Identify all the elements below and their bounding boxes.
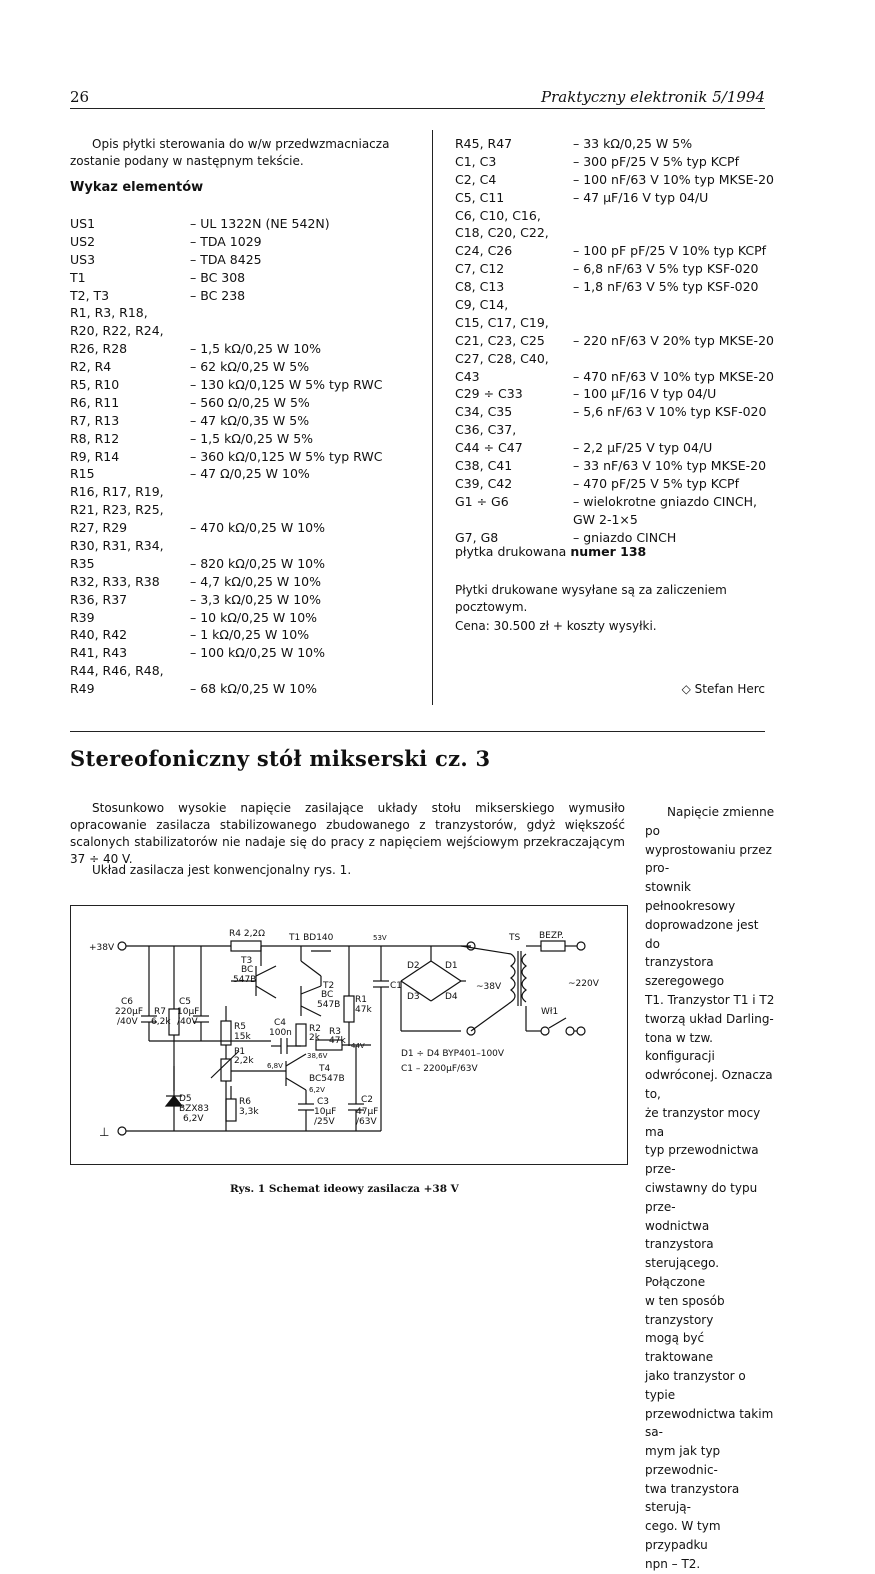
part-value: – 130 kΩ/0,125 W 5% typ RWC [190,377,383,393]
label-t3-a: T3 [241,956,253,966]
parts-list-row [70,680,420,698]
label-r4: R4 2,2Ω [229,929,266,939]
label-r7-b: 6,2k [151,1017,171,1027]
label-v44: 44V [351,1042,365,1050]
part-value: – BC 308 [190,269,246,285]
label-c6-c: /40V [117,1017,138,1027]
part-value: – BC 238 [190,287,246,303]
part-value: – 10 kΩ/0,25 W 10% [190,609,318,625]
legend-c1: C1 – 2200µF/63V [401,1064,478,1074]
label-r5-b: 15k [234,1032,251,1042]
label-c3-c: /25V [314,1117,335,1127]
label-c4-b: 100n [269,1028,292,1038]
label-r3-a: R3 [329,1027,341,1037]
parts-list-heading: Wykaz elementów [70,180,204,195]
label-t1: T1 BD140 [289,933,334,943]
part-designator: C29 ÷ C33 [455,386,523,402]
parts-list-row [70,215,420,233]
side-column-line: wodnictwa tranzystora [645,1218,714,1252]
parts-list-row [70,465,420,483]
pcb-line [455,544,646,559]
label-r6-b: 3,3k [239,1107,259,1117]
parts-list-row [70,233,420,251]
parts-list-row [455,332,785,350]
parts-list-row [70,358,420,376]
part-designator: C8, C13 [455,279,505,295]
side-column-line: npn – T2. [645,1556,701,1571]
part-designator: C39, C42 [455,475,513,491]
part-designator: G7, G8 [455,529,499,545]
parts-list-row [70,483,420,501]
label-t4-a: T4 [319,1064,331,1074]
parts-list-row [70,609,420,627]
part-designator: C1, C3 [455,153,497,169]
parts-list-row [70,376,420,394]
label-d4: D4 [445,992,458,1002]
part-value: – 47 Ω/0,25 W 10% [190,466,310,482]
part-designator: C9, C14, [455,297,509,313]
label-t2-a: T2 [323,981,335,991]
parts-list-row [455,153,785,171]
part-designator: R26, R28 [70,341,128,357]
part-value: – 100 kΩ/0,25 W 10% [190,645,325,661]
label-ground: ⊥ [99,1125,110,1139]
magazine-issue: Praktyczny elektronik 5/1994 [541,88,765,106]
parts-list-row [455,475,785,493]
label-d5-b: BZX83 [179,1104,209,1114]
part-value: – 100 nF/63 V 10% typ MKSE-20 [573,171,774,187]
part-value: – 68 kΩ/0,25 W 10% [190,681,318,697]
parts-list-row [70,430,420,448]
label-c5-b: 10µF [177,1007,200,1017]
part-value: – 5,6 nF/63 V 10% typ KSF-020 [573,404,767,420]
part-designator: R7, R13 [70,412,120,428]
shipping-note: Płytki drukowane wysyłane są za zaliczeniem pocztowym. [455,583,727,614]
part-value: – 3,3 kΩ/0,25 W 10% [190,591,321,607]
part-value: – 300 pF/25 V 5% typ KCPf [573,153,739,169]
side-column-line: twa tranzystora sterują- [645,1481,740,1515]
side-column-line: tranzystora szeregowego [645,955,725,989]
price-note: Cena: 30.500 zł + koszty wysyłki. [455,619,657,633]
part-value: – 100 pF pF/25 V 10% typ KCPf [573,243,767,259]
part-designator: C7, C12 [455,261,505,277]
label-c2-b: 47µF [356,1107,379,1117]
parts-list-row [455,296,785,314]
part-designator: T2, T3 [70,287,110,303]
label-c3-b: 10µF [314,1107,337,1117]
part-designator: R1, R3, R18, [70,305,148,321]
parts-list-row [455,135,785,153]
side-column-line: tworzą układ Darling- [645,1011,774,1026]
side-column-line: odwróconej. Oznacza to, [645,1068,773,1101]
parts-list-row [70,573,420,591]
part-designator: US1 [70,216,96,231]
part-designator: R36, R37 [70,591,128,607]
label-c6-b: 220µF [115,1007,144,1017]
part-value: – 47 kΩ/0,35 W 5% [190,412,310,428]
part-designator: R15 [70,466,95,482]
part-value: – 100 µF/16 V typ 04/U [573,386,717,402]
label-d5-a: D5 [179,1094,192,1104]
label-r3-b: 47k [329,1036,346,1046]
article-paragraph-1: Stosunkowo wysokie napięcie zasilające układy stołu mikserskiego wymusiło opracowanie zasilacza stabilizowanego zbudowanego z tranzystorów, gdyż większość scalonych stabilizatorów nie nadaje się do pracy z napięciem wejściowym przekraczającym 37 ÷ 40 V. [70,801,625,866]
parts-list-row [455,171,785,189]
part-designator: R6, R11 [70,394,120,410]
part-designator: C38, C41 [455,458,513,474]
parts-list-row [455,493,785,511]
part-designator: R45, R47 [455,136,513,151]
part-value: – 470 kΩ/0,25 W 10% [190,520,325,536]
part-value: GW 2-1×5 [573,511,638,527]
side-column-text [645,803,775,1574]
schematic-frame [70,905,628,1165]
label-r7-a: R7 [154,1007,166,1017]
part-value: – gniazdo CINCH [573,529,677,545]
label-t2-b: BC [321,990,334,1000]
label-v53: 53V [373,934,387,942]
parts-list-row [70,537,420,555]
part-designator: R35 [70,555,95,571]
parts-list-row [455,368,785,386]
part-value: – TDA 1029 [190,233,262,249]
label-d3: D3 [407,992,420,1002]
side-column-line: mogą być traktowane [645,1331,714,1365]
side-column-line: T1. Tranzystor T1 i T2 [645,992,775,1007]
label-v220: ~220V [568,979,599,989]
part-designator: R27, R29 [70,520,128,536]
article-paragraph-2: Układ zasilacza jest konwencjonalny rys. 1. [92,863,352,877]
parts-list-row [455,350,785,368]
parts-list-row [455,278,785,296]
part-designator: R39 [70,609,95,625]
label-d1: D1 [445,961,458,971]
parts-list-row [70,591,420,609]
side-column-line: przewodnictwa takim sa- [645,1406,774,1440]
label-wl1: Wł1 [541,1007,559,1017]
page-number: 26 [70,88,90,106]
side-column-line: jako tranzystor o typie [645,1368,746,1402]
side-column-line: ciwstawny do typu prze- [645,1180,758,1214]
part-value: – 1,5 kΩ/0,25 W 5% [190,430,314,446]
parts-list-row [455,439,785,457]
part-designator: US2 [70,233,96,249]
label-t2-c: 547B [317,1000,341,1010]
side-column-line: stownik pełnookresowy [645,880,736,913]
label-v62: 6,2V [309,1086,325,1094]
label-ts: TS [509,933,521,943]
part-designator: US3 [70,251,96,267]
part-value: – 1 kΩ/0,25 W 10% [190,627,310,643]
parts-list-row [70,448,420,466]
pcb-number: numer 138 [570,544,647,559]
part-designator: R40, R42 [70,627,128,643]
part-value: – 1,5 kΩ/0,25 W 10% [190,341,321,357]
header-rule [70,108,765,109]
part-value: – 820 kΩ/0,25 W 10% [190,555,325,571]
parts-list-row [70,555,420,573]
label-t3-c: 547B [233,975,257,985]
parts-list-row [455,314,785,332]
label-r2-a: R2 [309,1024,321,1034]
parts-list-row [70,251,420,269]
label-p1-a: P1 [234,1047,246,1057]
label-c5-c: /40V [177,1017,198,1027]
part-designator: R30, R31, R34, [70,538,164,554]
part-designator: C24, C26 [455,243,513,259]
figure-caption: Rys. 1 Schemat ideowy zasilacza +38 V [230,1183,459,1195]
side-column-line: mym jak typ przewodnic- [645,1444,721,1477]
legend-diodes: D1 ÷ D4 BYP401–100V [401,1049,505,1059]
parts-list-row [70,626,420,644]
parts-list-row [70,269,420,287]
side-column-line: że tranzystor mocy ma [645,1105,761,1139]
parts-list-row [455,403,785,421]
label-bezp: BEZP. [539,931,564,941]
parts-list-row [455,385,785,403]
parts-list-row [70,322,420,340]
part-designator: C5, C11 [455,189,505,205]
parts-list-row [455,260,785,278]
section-rule [70,731,765,732]
part-designator: C15, C17, C19, [455,314,549,330]
part-value: – 1,8 nF/63 V 5% typ KSF-020 [573,279,759,295]
part-designator: R16, R17, R19, [70,484,164,500]
part-value: – 360 kΩ/0,125 W 5% typ RWC [190,448,383,464]
parts-list-row [70,340,420,358]
power-supply-schematic [71,906,627,1164]
side-column-line: w ten sposób tranzystory [645,1293,725,1327]
intro-paragraph: Opis płytki sterowania do w/w przedwzmacniacza zostanie podany w następnym tekście. [70,137,390,168]
parts-list-row [70,501,420,519]
label-c6-a: C6 [121,997,134,1007]
part-designator: C43 [455,368,480,384]
parts-list-row [455,511,785,529]
parts-list-row [70,287,420,305]
label-r6-a: R6 [239,1097,251,1107]
label-c5-a: C5 [179,997,192,1007]
side-column-line: doprowadzone jest do [645,917,759,951]
label-c2-c: /63V [356,1117,377,1127]
parts-list-row [70,519,420,537]
label-p1-b: 2,2k [234,1056,254,1066]
part-designator: R2, R4 [70,359,112,375]
part-designator: R9, R14 [70,448,120,464]
part-designator: T1 [70,269,86,285]
side-column-line: tona w tzw. konfiguracji [645,1030,715,1064]
part-designator: C6, C10, C16, [455,207,541,223]
parts-list-row [455,242,785,260]
part-value: – 470 pF/25 V 5% typ KCPf [573,475,739,491]
column-divider [432,130,433,705]
part-designator: R21, R23, R25, [70,502,164,518]
part-designator: C36, C37, [455,422,517,438]
part-designator: C34, C35 [455,404,513,420]
part-value: – 33 nF/63 V 10% typ MKSE-20 [573,458,767,474]
label-t4-b: BC547B [309,1074,345,1084]
part-value: – 560 Ω/0,25 W 5% [190,394,310,410]
part-designator: C2, C4 [455,171,497,187]
parts-list-right [455,135,785,546]
part-designator: R49 [70,681,95,697]
label-d2: D2 [407,961,420,971]
side-column-line: Napięcie zmienne po [645,805,775,838]
part-value: – wielokrotne gniazdo CINCH, [573,493,757,509]
label-c2-a: C2 [361,1095,374,1105]
part-designator: C44 ÷ C47 [455,440,523,456]
parts-list-row [70,662,420,680]
part-designator: R44, R46, R48, [70,663,164,679]
side-column-line: typ przewodnictwa prze- [645,1143,759,1177]
part-value: – TDA 8425 [190,251,262,267]
parts-list-row [455,457,785,475]
side-column-line: sterującego. Połączone [645,1256,720,1289]
parts-list-row [70,644,420,662]
label-v-in: +38V [89,943,115,953]
parts-list-row [70,304,420,322]
author-signature: ◇ Stefan Herc [681,682,765,696]
label-r2-b: 2k [309,1033,320,1043]
parts-list-row [455,207,785,225]
part-value: – 2,2 µF/25 V typ 04/U [573,440,713,456]
label-c1: C1 [390,981,403,991]
label-r1-b: 47k [355,1005,372,1015]
parts-list-row [70,412,420,430]
label-v386: 38,6V [307,1052,328,1060]
label-d5-c: 6,2V [183,1114,204,1124]
part-designator: G1 ÷ G6 [455,493,509,509]
parts-list-row [455,224,785,242]
label-r1-a: R1 [355,995,367,1005]
side-column-line: cego. W tym przypadku [645,1519,721,1553]
part-value: – 6,8 nF/63 V 5% typ KSF-020 [573,261,759,277]
part-designator: R32, R33, R38 [70,573,160,589]
part-value: – 47 µF/16 V typ 04/U [573,189,709,205]
part-designator: C21, C23, C25 [455,332,545,348]
part-value: – UL 1322N (NE 542N) [190,216,330,231]
label-c3-a: C3 [317,1097,330,1107]
part-designator: C18, C20, C22, [455,225,549,241]
parts-list-left [70,215,420,698]
part-designator: C27, C28, C40, [455,350,549,366]
part-value: – 220 nF/63 V 20% typ MKSE-20 [573,332,774,348]
label-v68: 6,8V [267,1062,283,1070]
parts-list-row [70,394,420,412]
part-designator: R8, R12 [70,430,120,446]
label-c4-a: C4 [274,1018,287,1028]
parts-list-row [455,189,785,207]
side-column-line: wyprostowaniu przez pro- [645,842,772,876]
label-t3-b: BC [241,965,254,975]
label-r5-a: R5 [234,1022,246,1032]
article-title: Stereofoniczny stół mikserski cz. 3 [70,746,491,771]
label-v38ac: ~38V [476,982,502,992]
part-designator: R41, R43 [70,645,128,661]
part-designator: R20, R22, R24, [70,323,164,339]
part-value: – 62 kΩ/0,25 W 5% [190,359,310,375]
part-value: – 470 nF/63 V 10% typ MKSE-20 [573,368,774,384]
pcb-label: płytka drukowana [455,544,567,559]
parts-list-row [455,421,785,439]
part-value: – 4,7 kΩ/0,25 W 10% [190,573,321,589]
part-designator: R5, R10 [70,377,120,393]
part-value: – 33 kΩ/0,25 W 5% [573,136,693,151]
